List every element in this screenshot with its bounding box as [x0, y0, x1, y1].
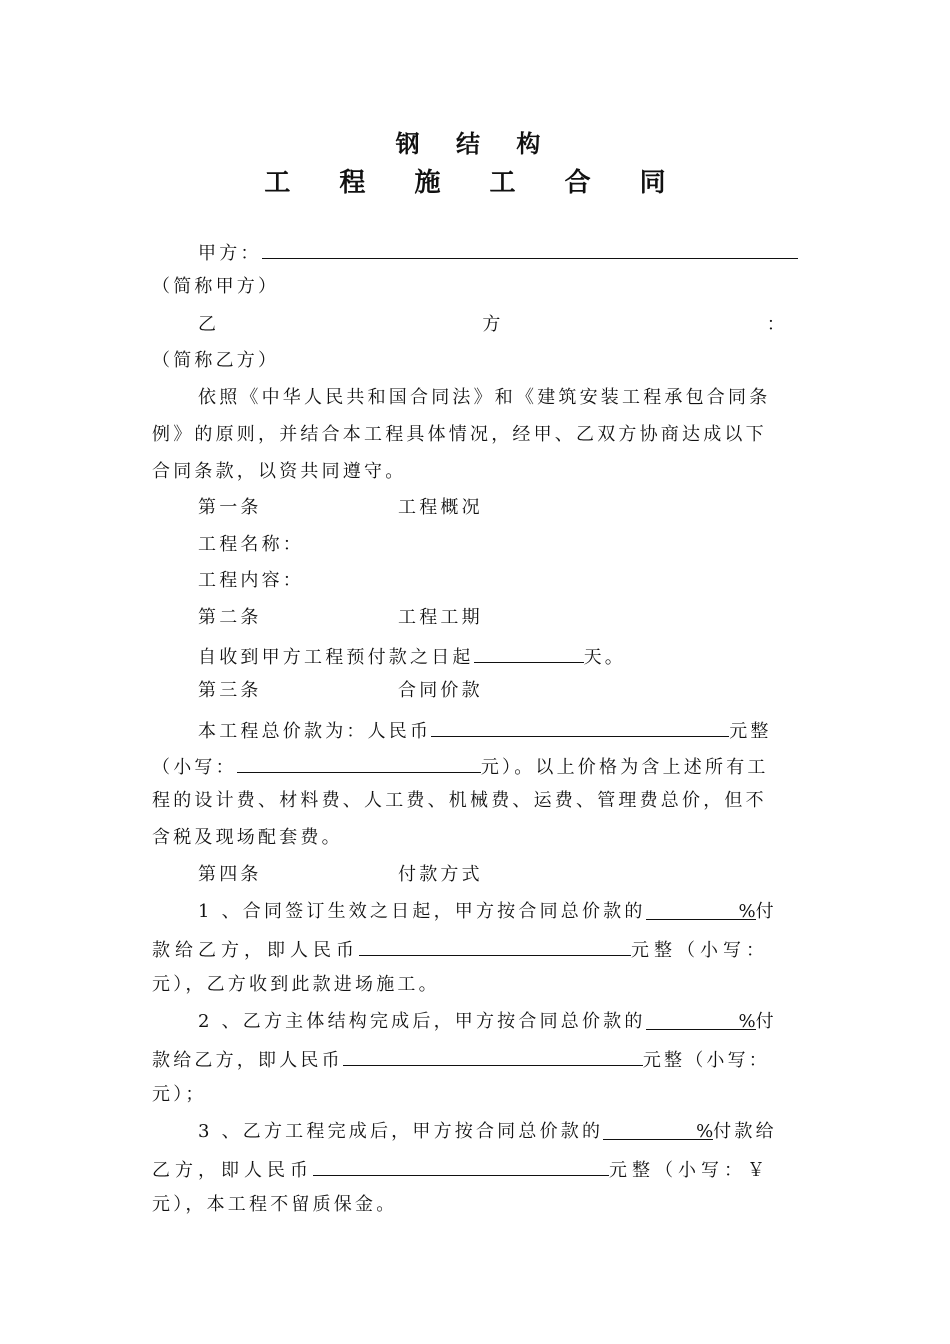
art3-heading [198, 678, 798, 704]
art4-p2-l2-after: 元整（小写： [642, 1050, 771, 1071]
art4-p3-line-2 [152, 1155, 770, 1184]
art1-heading [198, 495, 798, 521]
art3-line-2 [152, 752, 769, 781]
art4-p3-pct: % [696, 1121, 714, 1142]
art1-content: 工程内容： [198, 570, 304, 591]
art4-p1-l1-before: 1 、合同签订生效之日起，甲方按合同总价款的 [198, 901, 646, 922]
art4-heading [198, 862, 798, 888]
party-b-colon: ： [766, 314, 788, 335]
art4-p2-l1-before: 2 、乙方主体结构完成后，甲方按合同总价款的 [198, 1011, 646, 1032]
intro-line-3: 合同条款，以资共同遵守。 [152, 461, 407, 482]
art4-p1-pct: % [738, 901, 756, 922]
art3-num: 第三条 [198, 680, 262, 701]
art4-p3-line-1 [198, 1119, 777, 1145]
art4-p3-l2-before: 乙方，即人民币 [152, 1160, 313, 1181]
party-a-blank[interactable] [262, 238, 798, 259]
art4-p2-line-3: 元）； [152, 1084, 207, 1105]
art1-num: 第一条 [198, 497, 262, 518]
title-line-1: 钢 结 构 [395, 130, 555, 158]
art4-p3-line-3: 元），本工程不留质保金。 [152, 1194, 398, 1215]
art2-text [198, 642, 626, 671]
art4-p2-l1-after: 付 [755, 1011, 777, 1032]
art2-heading [198, 605, 798, 631]
art3-l2-before: （小写： [152, 757, 237, 778]
art4-p2-line-2 [152, 1045, 770, 1074]
art4-p1-l2-before: 款给乙方，即人民币 [152, 940, 359, 961]
art3-line-4: 含税及现场配套费。 [152, 827, 343, 848]
art4-p1-line-1 [198, 899, 777, 925]
art1-name: 工程名称： [198, 534, 304, 555]
party-a-short: （简称甲方） [152, 276, 280, 297]
party-a-row [198, 238, 798, 267]
art4-p3-l1-before: 3 、乙方工程完成后，甲方按合同总价款的 [198, 1121, 604, 1142]
art4-p1-line-2 [152, 935, 769, 964]
party-b-char-2: 方 [482, 314, 504, 335]
art4-p3-amount-blank[interactable] [313, 1155, 609, 1176]
art2-text-after: 天。 [583, 647, 627, 668]
art4-p3-l2-after: 元整（小写：￥ [609, 1160, 770, 1181]
art4-num: 第四条 [198, 864, 262, 885]
art3-line-3: 程的设计费、材料费、人工费、机械费、运费、管理费总价，但不 [152, 790, 767, 811]
art4-p1-amount-blank[interactable] [359, 935, 631, 956]
intro-line-2: 例》的原则，并结合本工程具体情况，经甲、乙双方协商达成以下 [152, 424, 767, 445]
art2-text-before: 自收到甲方工程预付款之日起 [198, 647, 474, 668]
art4-p1-line-3: 元），乙方收到此款进场施工。 [152, 974, 440, 995]
party-a-label: 甲方： [198, 243, 262, 264]
art4-p2-line-1 [198, 1009, 777, 1035]
art4-p2-amount-blank[interactable] [343, 1045, 643, 1066]
art1-title: 工程概况 [398, 497, 483, 518]
art2-days-blank[interactable] [474, 642, 584, 663]
party-b-short: （简称乙方） [152, 350, 280, 371]
art3-l1-after: 元整 [729, 721, 772, 742]
art4-p1-pct-blank[interactable] [646, 899, 756, 920]
art4-p3-l1-after: 付款给 [713, 1121, 777, 1142]
art4-p1-l1-after: 付 [755, 901, 777, 922]
party-b-char-1: 乙 [198, 314, 220, 335]
art2-num: 第二条 [198, 607, 262, 628]
art3-l1-before: 本工程总价款为：人民币 [198, 721, 432, 742]
intro-line-1: 依照《中华人民共和国合同法》和《建筑安装工程承包合同条 [198, 387, 771, 408]
art2-title: 工程工期 [398, 607, 483, 628]
art4-p2-pct: % [738, 1011, 756, 1032]
title-line-2: 工 程 施 工 合 同 [264, 168, 686, 198]
art4-p2-pct-blank[interactable] [646, 1009, 756, 1030]
art4-p1-l2-after: 元整（小写： [631, 940, 769, 961]
party-b-row [198, 312, 788, 338]
art4-p2-l2-before: 款给乙方，即人民币 [152, 1050, 343, 1071]
art3-amount-blank[interactable] [431, 716, 729, 737]
art4-p3-pct-blank[interactable] [603, 1119, 713, 1140]
art3-l2-after: 元）。以上价格为含上述所有工 [480, 757, 769, 778]
art4-title: 付款方式 [398, 864, 483, 885]
art3-amount-small-blank[interactable] [237, 752, 481, 773]
art3-title: 合同价款 [398, 680, 483, 701]
art3-line-1 [198, 716, 772, 745]
